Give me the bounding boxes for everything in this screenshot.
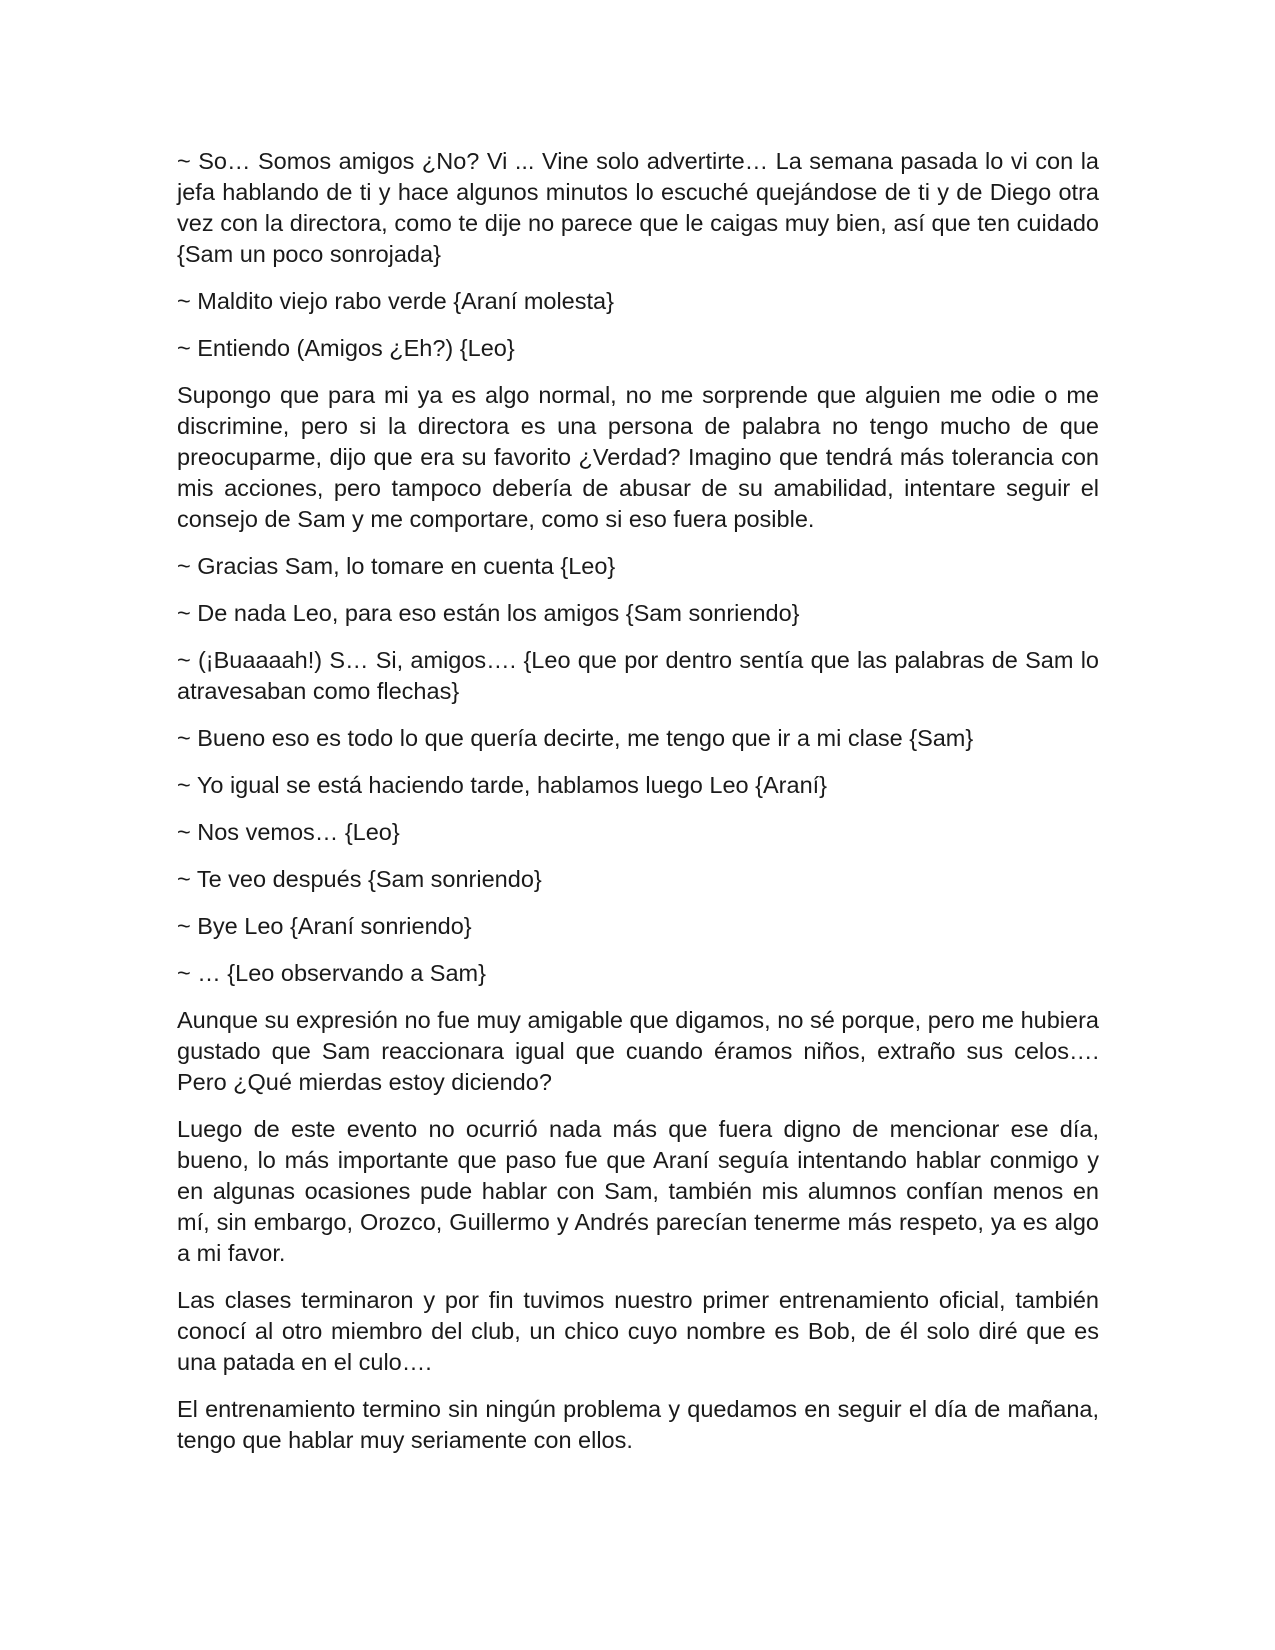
- paragraph-narration-end: El entrenamiento termino sin ningún problema y quedamos en seguir el día de mañana, tengo que hablar muy seriamente con ellos.: [177, 1396, 1099, 1453]
- paragraph-arani-bye: ~ Bye Leo {Araní sonriendo}: [177, 913, 472, 939]
- paragraph-leo-see-you: ~ Nos vemos… {Leo}: [177, 819, 400, 845]
- paragraph-leo-thanks: ~ Gracias Sam, lo tomare en cuenta {Leo}: [177, 553, 616, 579]
- paragraph-narration-director: Supongo que para mi ya es algo normal, no me sorprende que alguien me odie o me discrimine, pero si la directora es una persona de palabra no tengo mucho de que preocuparme, dijo que era su favorito ¿Verdad? Imagino que tendrá más tolerancia con mis acciones, pero tampoco debería de abusar de su amabilidad, intentare seguir el consejo de Sam y me comportare, como si eso fuera posible.: [177, 382, 1099, 532]
- paragraph-sam-leaving: ~ Bueno eso es todo lo que quería decirte, me tengo que ir a mi clase {Sam}: [177, 725, 974, 751]
- paragraph-leo-observing: ~ … {Leo observando a Sam}: [177, 960, 486, 986]
- paragraph-sam-warning: ~ So… Somos amigos ¿No? Vi ... Vine solo advertirte… La semana pasada lo vi con la jefa hablando de ti y hace algunos minutos lo escuché quejándose de ti y de Diego otra vez con la directora, como te dije no parece que le caigas muy bien, así que ten cuidado {Sam un poco sonrojada}: [177, 148, 1099, 267]
- paragraph-leo-buaaah: ~ (¡Buaaaah!) S… Si, amigos…. {Leo que por dentro sentía que las palabras de Sam lo atravesaban como flechas}: [177, 647, 1099, 704]
- document-page: [177, 146, 1099, 1472]
- paragraph-narration-training: Las clases terminaron y por fin tuvimos nuestro primer entrenamiento oficial, también conocí al otro miembro del club, un chico cuyo nombre es Bob, de él solo diré que es una patada en el culo….: [177, 1287, 1099, 1375]
- paragraph-arani-angry: ~ Maldito viejo rabo verde {Araní molesta}: [177, 288, 614, 314]
- paragraph-sam-see-you: ~ Te veo después {Sam sonriendo}: [177, 866, 542, 892]
- paragraph-narration-jealousy: Aunque su expresión no fue muy amigable que digamos, no sé porque, pero me hubiera gustado que Sam reaccionara igual que cuando éramos niños, extraño sus celos…. Pero ¿Qué mierdas estoy diciendo?: [177, 1007, 1099, 1095]
- paragraph-narration-event: Luego de este evento no ocurrió nada más que fuera digno de mencionar ese día, bueno, lo más importante que paso fue que Araní seguía intentando hablar conmigo y en algunas ocasiones pude hablar con Sam, también mis alumnos confían menos en mí, sin embargo, Orozco, Guillermo y Andrés parecían tenerme más respeto, ya es algo a mi favor.: [177, 1116, 1099, 1266]
- paragraph-arani-leaving: ~ Yo igual se está haciendo tarde, hablamos luego Leo {Araní}: [177, 772, 828, 798]
- paragraph-leo-understand: ~ Entiendo (Amigos ¿Eh?) {Leo}: [177, 335, 515, 361]
- paragraph-sam-friends: ~ De nada Leo, para eso están los amigos {Sam sonriendo}: [177, 600, 800, 626]
